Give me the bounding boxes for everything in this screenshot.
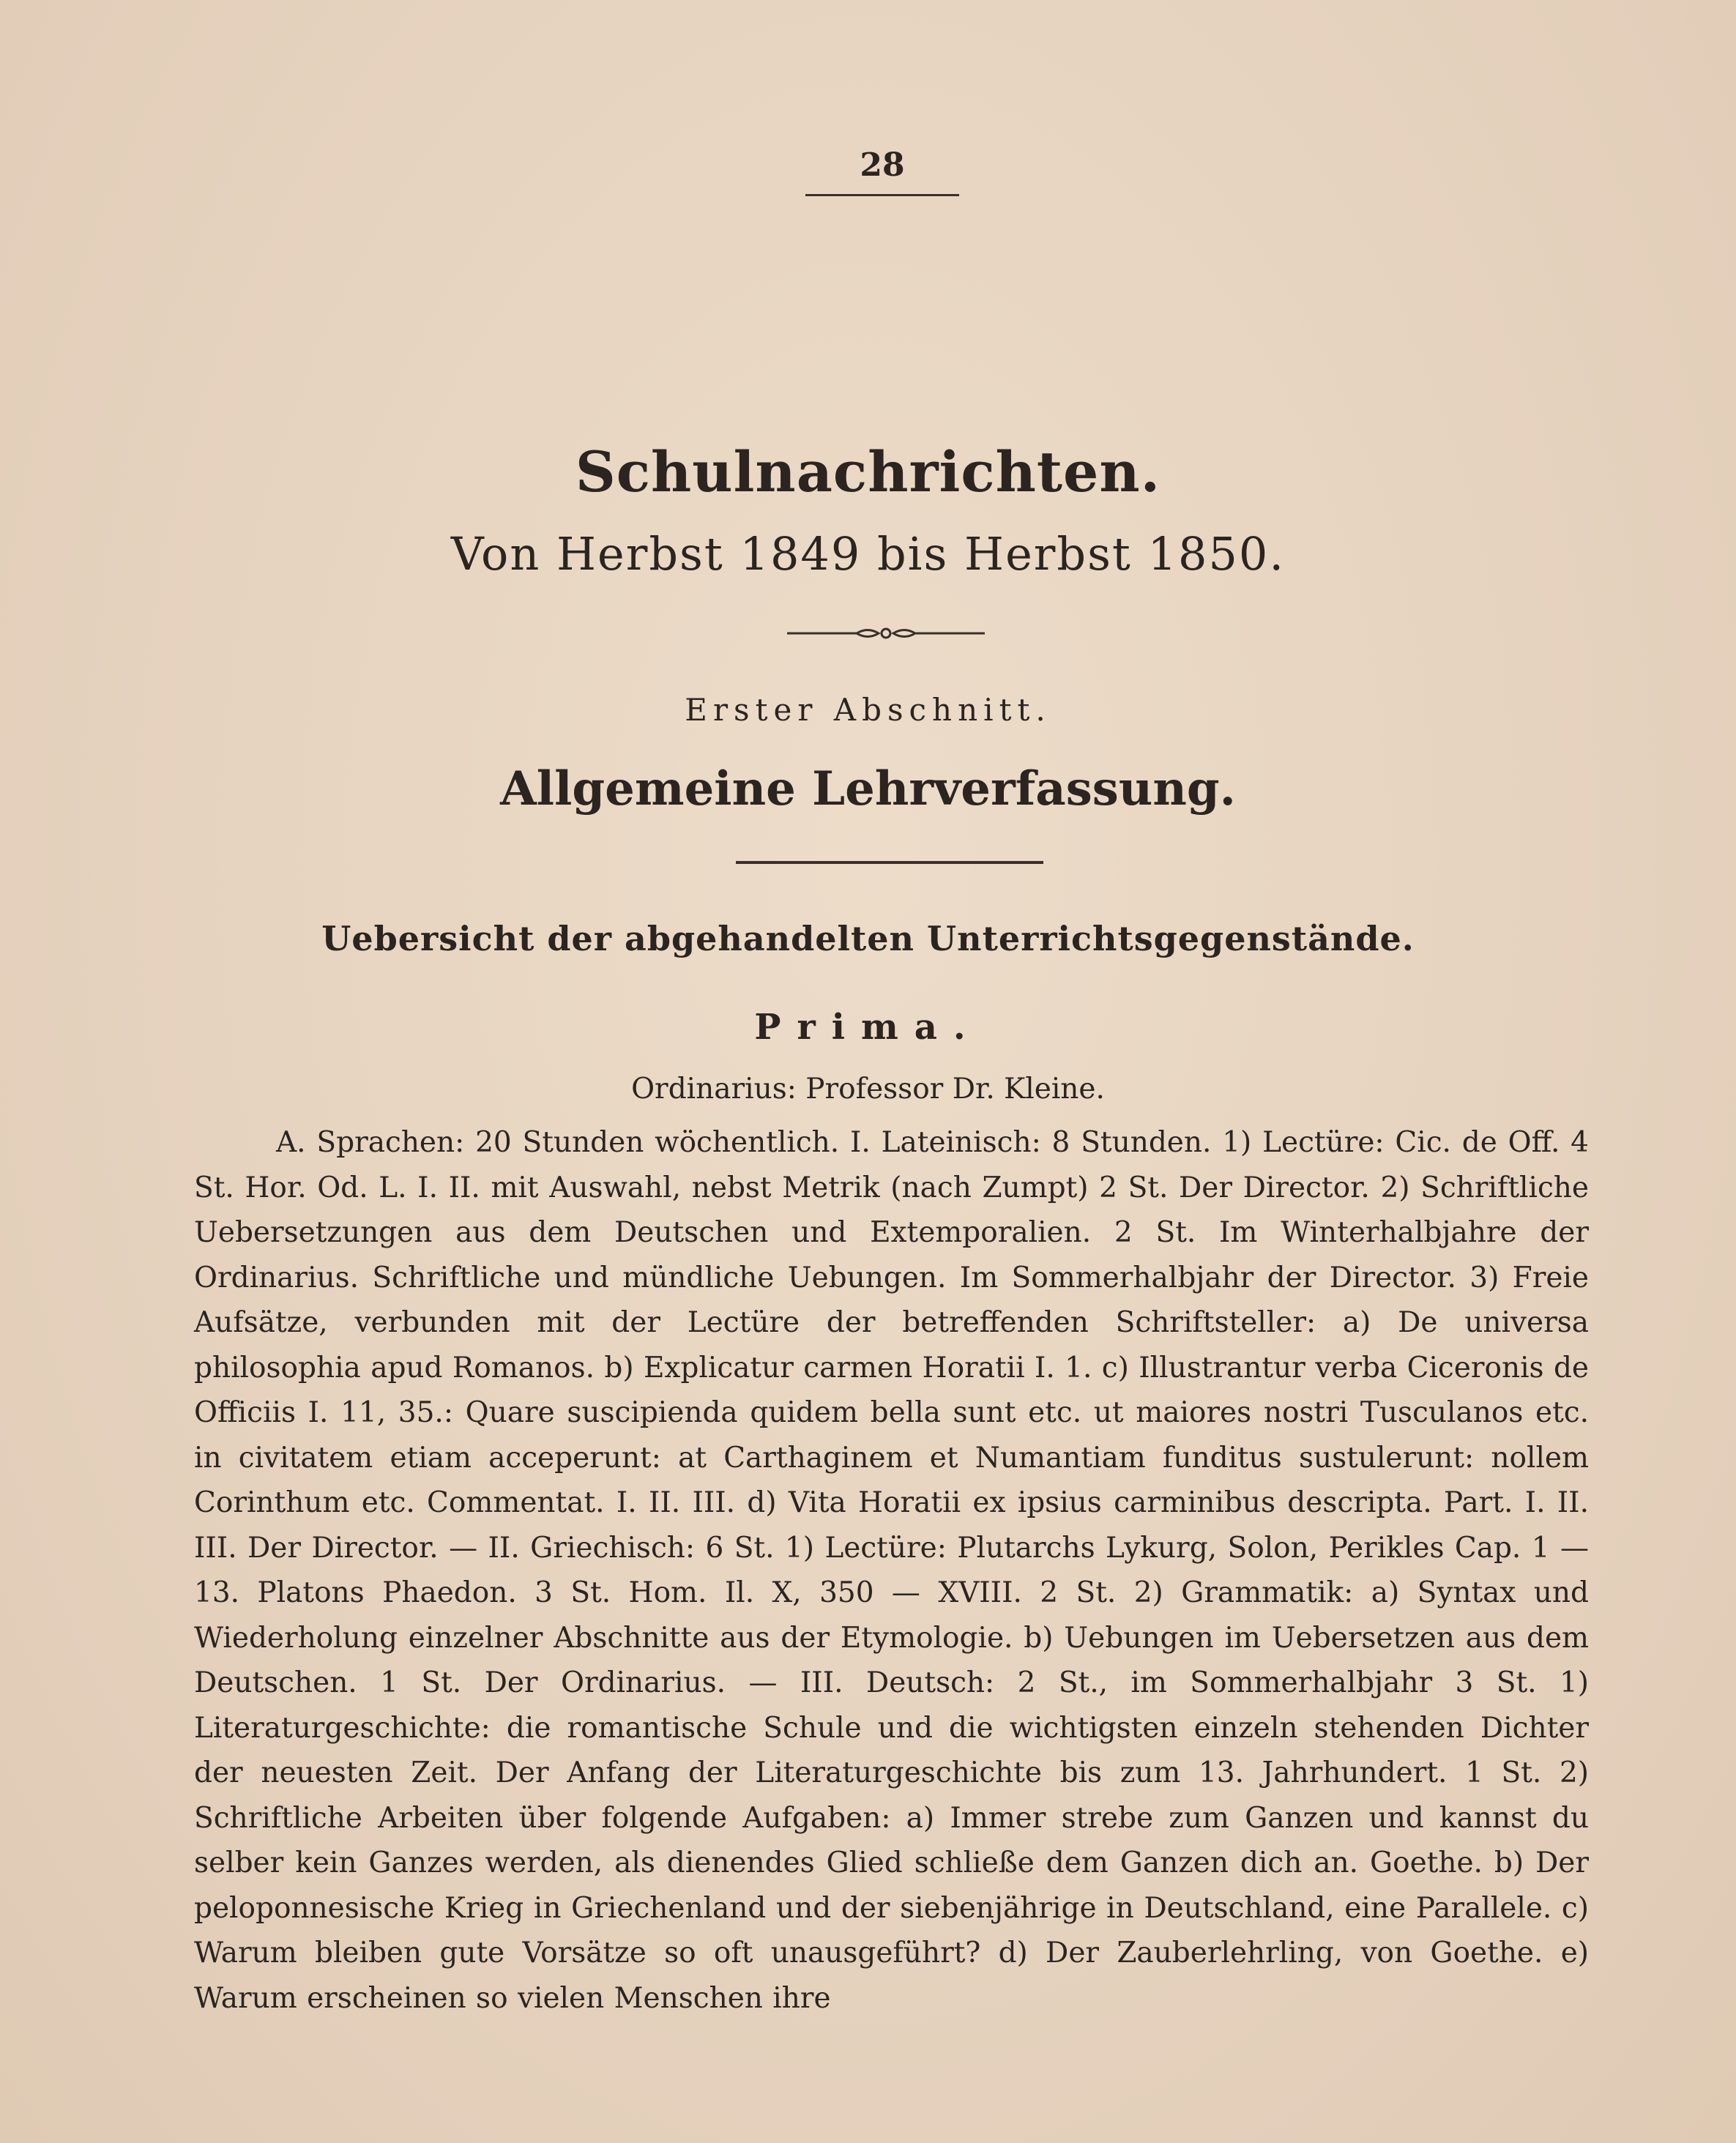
ordinarius-line: Ordinarius: Professor Dr. Kleine. <box>631 1073 1105 1106</box>
page-number: 28 <box>860 146 905 184</box>
section-label: Erster Abschnitt. <box>685 692 1051 728</box>
ornament-divider <box>787 622 985 644</box>
section-heading: Allgemeine Lehrverfassung. <box>500 761 1236 816</box>
class-name: Prima. <box>754 1007 982 1048</box>
page-title: Schulnachrichten. <box>575 439 1161 504</box>
overview-heading: Uebersicht der abgehandelten Unterrichtsgegenstände. <box>321 919 1415 958</box>
body-paragraph: A. Sprachen: 20 Stunden wöchentlich. I. Lateinisch: 8 Stunden. 1) Lectüre: Cic. de Off. 4 St. Hor. Od. L. I. II. mit Auswahl, nebst Metrik (nach Zumpt) 2 St. Der Director. 2) Schriftliche Uebersetzungen aus dem Deutschen und Extemporalien. 2 St. Im Winterhalbjahre der Ordinarius. Schriftliche und mündliche Uebungen. Im Sommerhalbjahr der Director. 3) Freie Aufsätze, verbunden mit der Lectüre der betreffenden Schriftsteller: a) De universa philosophia apud Romanos. b) Explicatur carmen Horatii I. 1. c) Illustrantur verba Ciceronis de Officiis I. 11, 35.: Quare suscipienda quidem bella sunt etc. ut maiores nostri Tusculanos etc. in civitatem etiam acceperunt: at Carthaginem et Numantiam funditus sustulerunt: nollem Corinthum etc. Commentat. I. II. III. d) Vita Horatii ex ipsius carminibus descripta. Part. I. II. III. Der Director. — II. Griechisch: 6 St. 1) Lectüre: Plutarchs Lykurg, Solon, Perikles Cap. 1 — 13. Platons Phaedon. 3 St. Hom. Il. X, 350 — XVIII. 2 St. 2) Grammatik: a) Syntax und Wiederholung einzelner Abschnitte aus der Etymologie. b) Uebungen im Uebersetzen aus dem Deutschen. 1 St. Der Ordinarius. — III. Deutsch: 2 St., im Sommerhalbjahr 3 St. 1) Literaturgeschichte: die romantische Schule und die wichtigsten einzeln stehenden Dichter der neuesten Zeit. Der Anfang der Literaturgeschichte bis zum 13. Jahrhundert. 1 St. 2) Schriftliche Arbeiten über folgende Aufgaben: a) Immer strebe zum Ganzen und kannst du selber kein Ganzes werden, als dienendes Glied schließe dem Ganzen dich an. Goethe. b) Der peloponnesische Krieg in Griechenland und der siebenjährige in Deutschland, eine Parallele. c) Warum bleiben gute Vorsätze so oft unausgeführt? d) Der Zauberlehrling, von Goethe. e) Warum erscheinen so vielen Menschen ihre <box>194 1126 1590 2015</box>
page-subtitle: Von Herbst 1849 bis Herbst 1850. <box>450 527 1286 581</box>
page-number-rule <box>805 194 959 196</box>
heading-rule <box>736 861 1043 864</box>
